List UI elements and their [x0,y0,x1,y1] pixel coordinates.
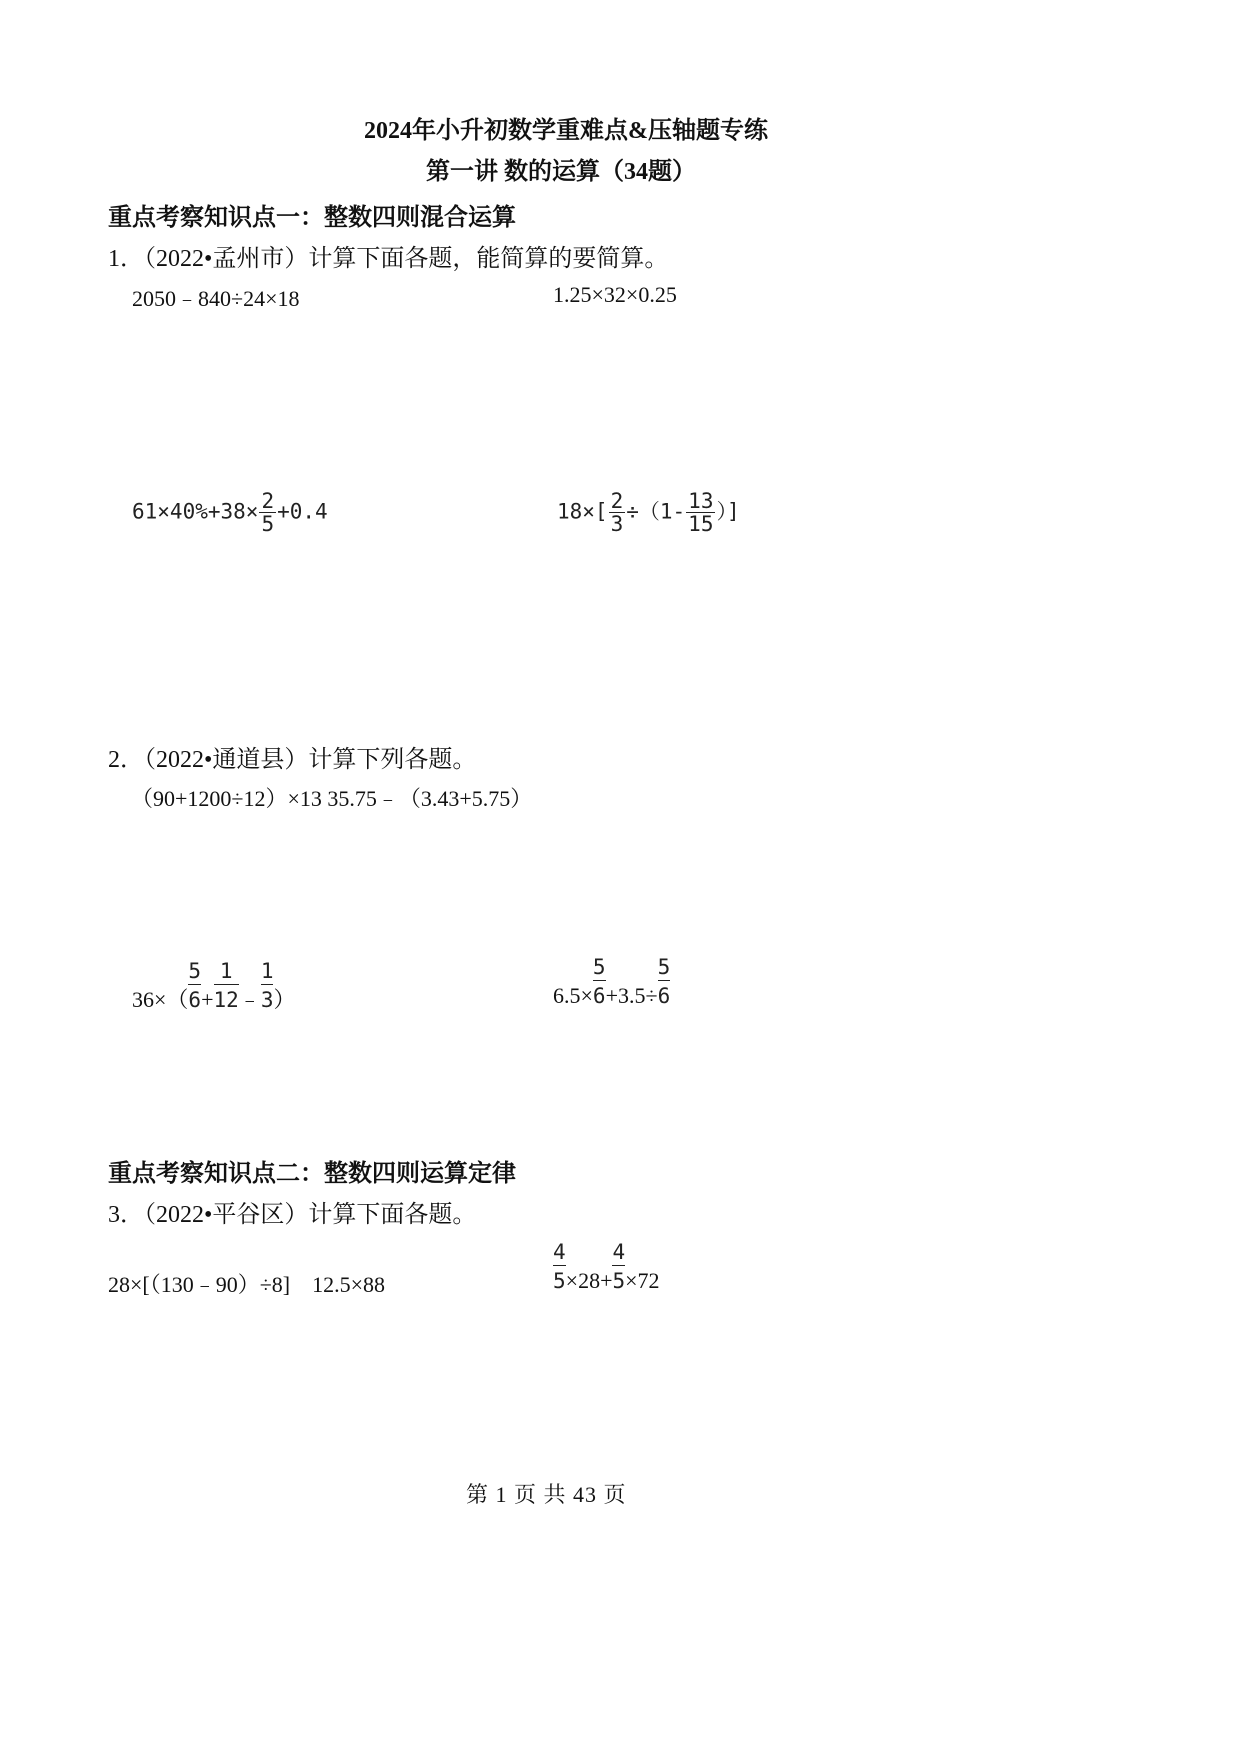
question-2-stem: 2．（2022•通道县）计算下列各题。 [108,747,477,773]
q1c-fraction [259,490,276,535]
q1-expression-c [132,490,328,535]
q2c-fraction-3-numerator: 1 [260,959,274,983]
q2c-fraction-1 [188,959,202,1012]
q1d-suffix: ）] [716,499,740,524]
q1d-fraction-2 [686,490,715,535]
q1c-fraction-denominator: 5 [261,512,275,537]
question-3-stem: 3．（2022•平谷区）计算下面各题。 [108,1202,477,1228]
q1d-fraction-2-numerator: 13 [688,489,714,513]
section-heading-2: 重点考察知识点二：整数四则运算定律 [108,1161,516,1187]
q3b-fraction-2-denominator: 5 [612,1269,626,1293]
question-1-stem: 1．（2022•孟州市）计算下面各题，能简算的要简算。 [108,246,669,272]
q2c-fraction-2 [213,959,239,1012]
q1-expression-a: 2050﹣840÷24×18 [132,286,300,311]
page-footer: 第 1 页 共 43 页 [466,1482,627,1507]
q1c-fraction-numerator: 2 [261,489,275,513]
q1d-middle: ÷（1- [626,499,686,524]
q2c-op-2: ﹣ [238,987,261,1012]
q2c-fraction-1-denominator: 6 [188,988,202,1012]
q1c-suffix: +0.4 [277,499,328,524]
q2c-fraction-2-denominator: 12 [213,988,239,1012]
q3b-fraction-1 [553,1240,566,1293]
q2-expression-c [132,959,296,1014]
q3-expression-a: 28×[（130﹣90）÷8] 12.5×88 [108,1272,386,1297]
q2c-suffix: ） [273,987,296,1012]
q3b-suffix: ×72 [625,1268,660,1293]
q3-expression-b [553,1240,660,1294]
q2-expression-d [553,955,671,1009]
q2d-fraction-2-denominator: 6 [657,984,671,1008]
q2d-fraction-2 [657,955,671,1008]
q2d-prefix: 6.5× [553,983,593,1008]
q2d-fraction-1-numerator: 5 [592,955,606,979]
q2c-op-1: + [201,987,214,1012]
q1-expression-d [557,490,740,535]
q3b-fraction-1-numerator: 4 [553,1240,566,1264]
q2c-fraction-1-numerator: 5 [188,959,202,983]
q2c-fraction-3 [260,959,274,1012]
q2d-fraction-1-denominator: 6 [592,984,606,1008]
q2c-fraction-2-numerator: 1 [214,958,239,985]
q2d-fraction-1 [592,955,606,1008]
q2c-fraction-3-denominator: 3 [260,988,274,1012]
section-heading-1: 重点考察知识点一：整数四则混合运算 [108,205,516,231]
q1c-prefix: 61×40%+38× [132,499,259,524]
q3b-middle: ×28+ [565,1268,613,1293]
q2d-middle: +3.5÷ [605,983,658,1008]
q1d-fraction-1-numerator: 2 [610,489,624,513]
document-subtitle: 第一讲 数的运算（34题） [426,159,696,185]
q1d-prefix: 18×[ [557,499,608,524]
q2d-fraction-2-numerator: 5 [657,955,671,979]
q3b-fraction-2-numerator: 4 [612,1240,626,1264]
q2c-prefix: 36×（ [132,987,189,1012]
q1d-fraction-1-denominator: 3 [610,512,624,537]
q1-expression-b: 1.25×32×0.25 [553,282,677,307]
q1d-fraction-2-denominator: 15 [688,512,714,537]
q2-expression-ab: （90+1200÷12）×13 35.75﹣（3.43+5.75） [131,786,533,811]
q3b-fraction-2 [612,1240,626,1293]
document-title: 2024年小升初数学重难点&压轴题专练 [364,118,768,144]
q1d-fraction-1 [609,490,626,535]
q3b-fraction-1-denominator: 5 [553,1269,566,1293]
